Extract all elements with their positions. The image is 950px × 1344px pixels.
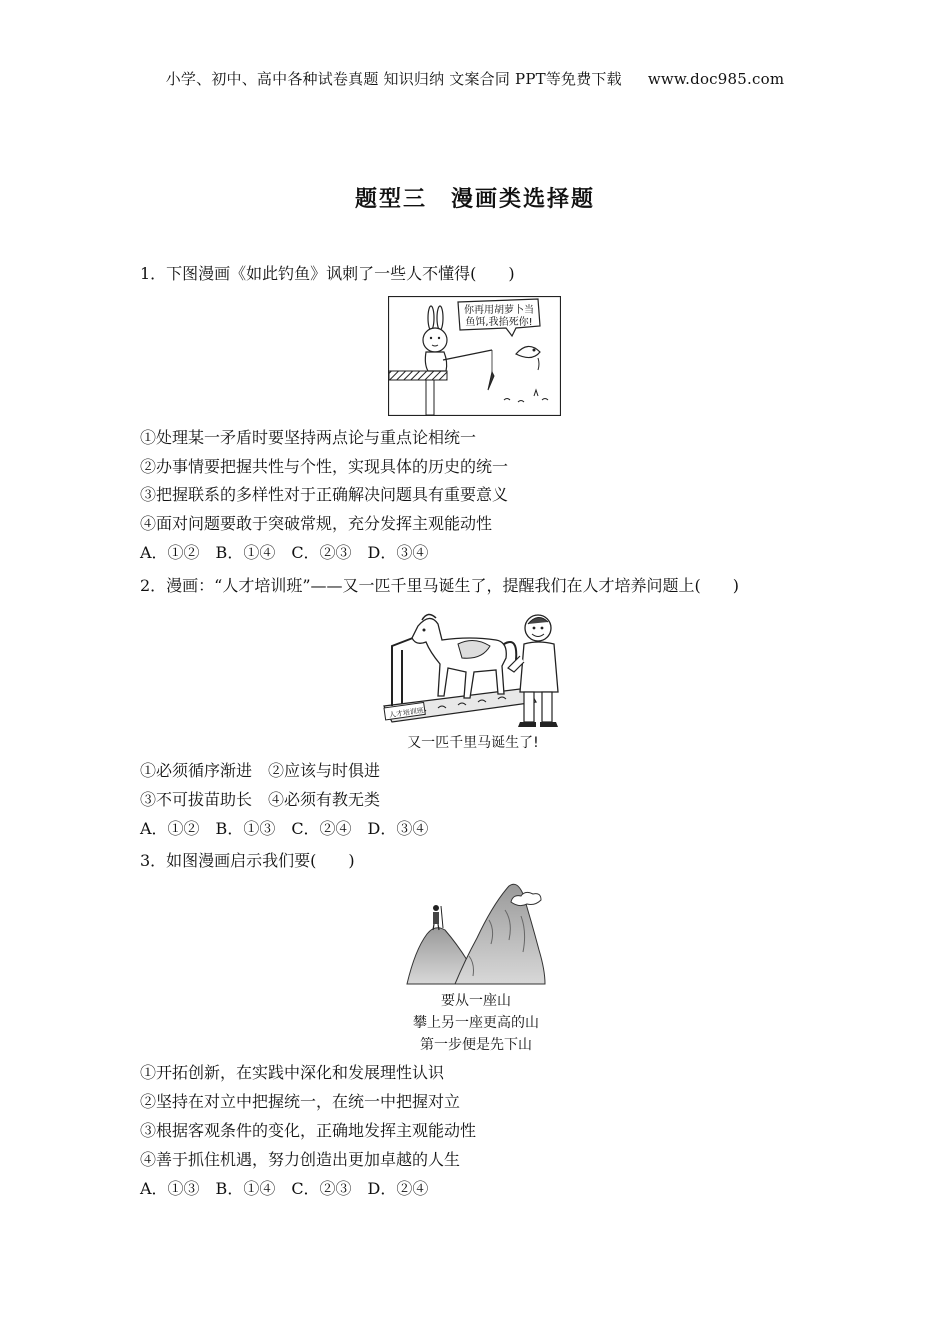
q2-stem: 2．漫画：“人才培训班”——又一匹千里马诞生了，提醒我们在人才培养问题上( )	[140, 576, 740, 595]
q2-option-2: ③不可拔苗助长 ④必须有教无类	[140, 790, 381, 809]
q1-choices: A．①② B．①④ C．②③ D．③④	[140, 543, 429, 562]
q1-option-1: ①处理某一矛盾时要坚持两点论与重点论相统一	[140, 428, 477, 447]
q3-option-2: ②坚持在对立中把握统一，在统一中把握对立	[140, 1092, 461, 1111]
q3-cartoon	[405, 880, 547, 986]
q3-choices: A．①③ B．①④ C．②③ D．②④	[140, 1179, 429, 1198]
q3-caption-line-3: 第一步便是先下山	[420, 1037, 532, 1053]
q1-stem: 1．下图漫画《如此钓鱼》讽刺了一些人不懂得( )	[140, 264, 515, 283]
q2-caption: 又一匹千里马诞生了!	[407, 735, 539, 751]
treadmill-label: 人才培训班	[388, 706, 425, 720]
header-site[interactable]: www.doc985.com	[647, 70, 785, 88]
mountains-image	[405, 880, 547, 986]
bubble-line-1: 你再用胡萝卜当	[464, 305, 534, 316]
q3-caption-line-1: 要从一座山	[441, 993, 511, 1009]
page-title: 题型三 漫画类选择题	[354, 187, 595, 212]
q3-option-1: ①开拓创新，在实践中深化和发展理性认识	[140, 1063, 445, 1082]
q1-option-3: ③把握联系的多样性对于正确解决问题具有重要意义	[140, 485, 509, 504]
treadmill-horse-image	[378, 606, 568, 730]
q3-caption-line-2: 攀上另一座更高的山	[413, 1015, 539, 1031]
q3-option-4: ④善于抓住机遇，努力创造出更加卓越的人生	[140, 1150, 461, 1169]
q1-option-2: ②办事情要把握共性与个性，实现具体的历史的统一	[140, 457, 509, 476]
q3-caption	[370, 990, 582, 1056]
q2-choices: A．①② B．①③ C．②④ D．③④	[140, 819, 429, 838]
fishing-cartoon-image	[388, 296, 561, 416]
bubble-line-2: 鱼饵,我掐死你!	[465, 317, 533, 328]
q3-stem: 3．如图漫画启示我们要( )	[140, 851, 355, 870]
q3-option-3: ③根据客观条件的变化，正确地发挥主观能动性	[140, 1121, 477, 1140]
page-header	[0, 68, 950, 89]
q2-cartoon	[378, 606, 568, 730]
q2-option-1: ①必须循序渐进 ②应该与时俱进	[140, 761, 381, 780]
q1-cartoon	[388, 296, 561, 416]
q1-option-4: ④面对问题要敢于突破常规，充分发挥主观能动性	[140, 514, 493, 533]
header-text: 小学、初中、高中各种试卷真题 知识归纳 文案合同 PPT等免费下载	[165, 70, 622, 88]
